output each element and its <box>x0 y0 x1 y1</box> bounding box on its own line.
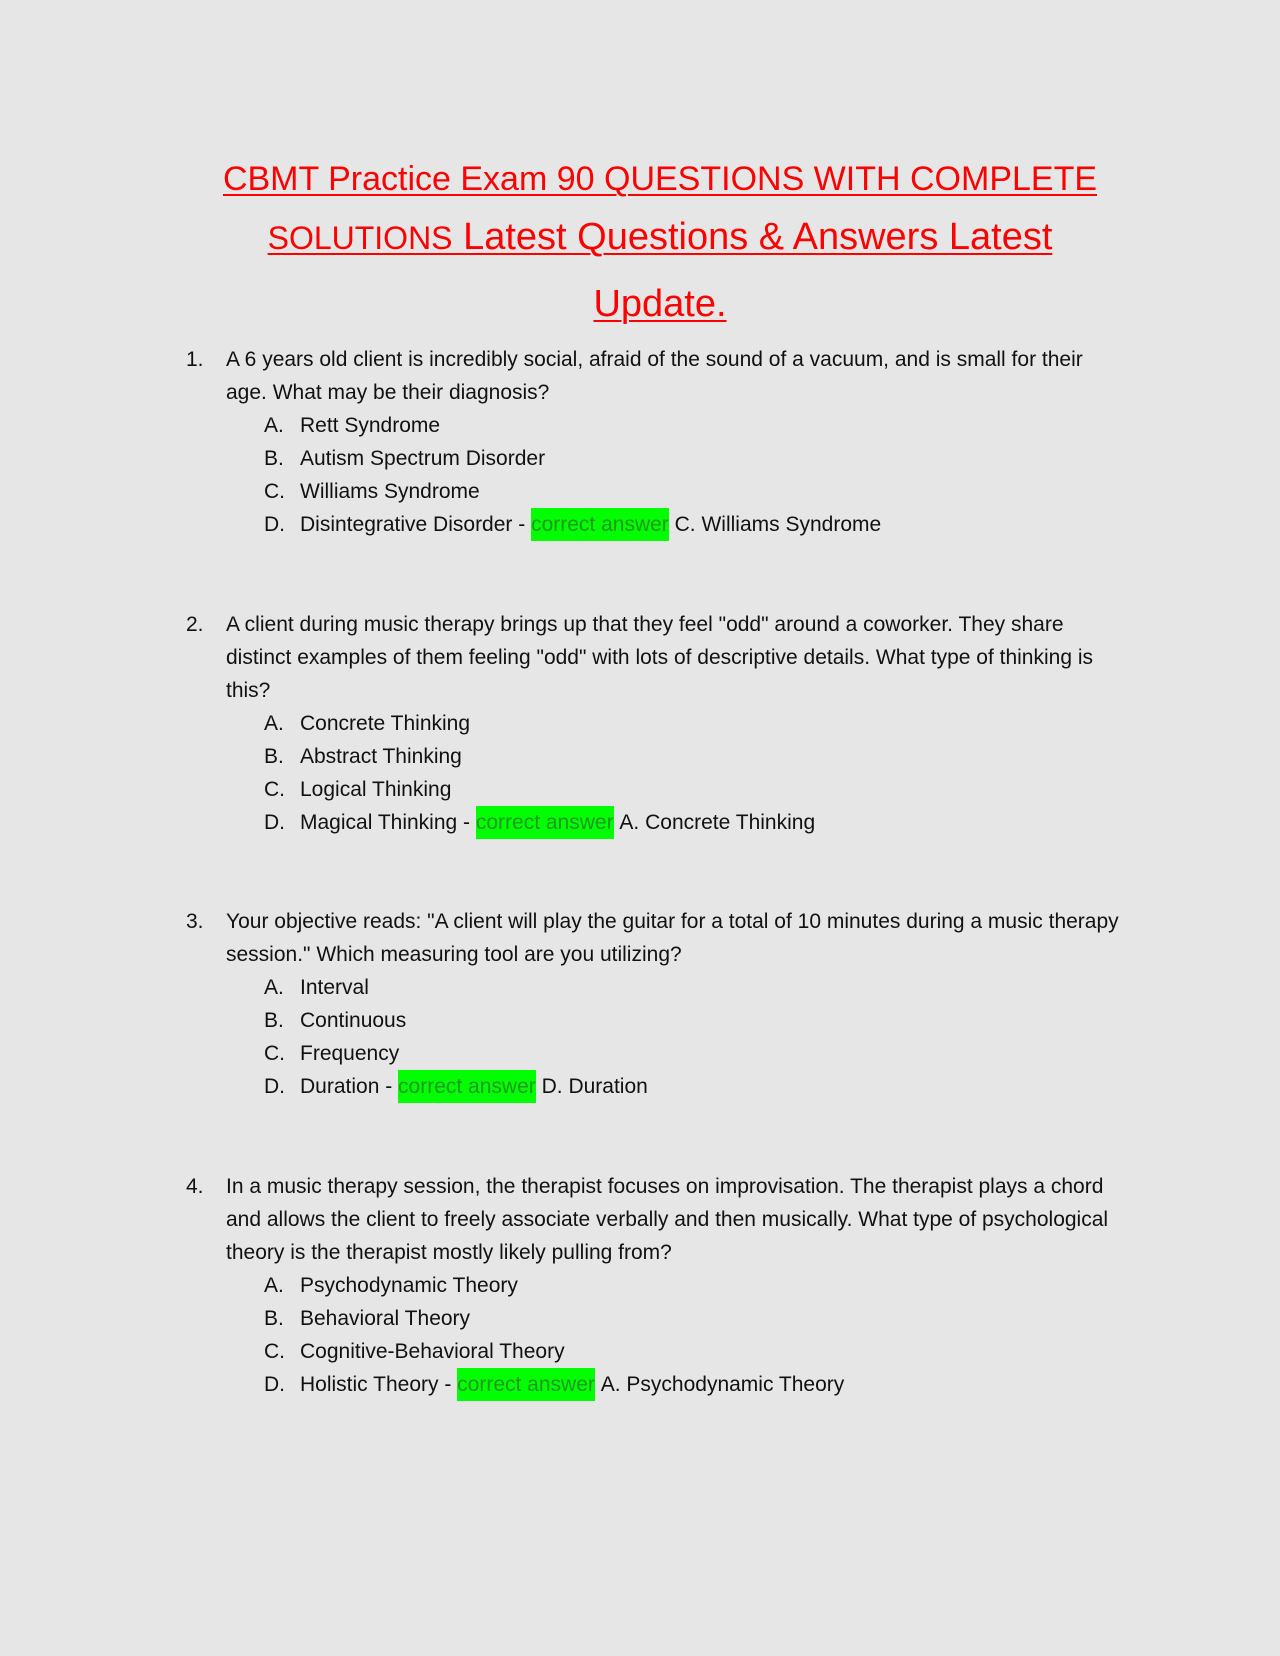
question-number: 2. <box>186 613 204 636</box>
question-number: 3. <box>186 910 204 933</box>
option-letter: A. <box>264 976 284 999</box>
correct-answer-highlight: correct answer <box>457 1368 595 1401</box>
option-a <box>186 1269 1126 1302</box>
option-text: Continuous <box>300 1009 407 1032</box>
option-letter: A. <box>264 414 284 437</box>
option-text: Frequency <box>300 1042 400 1065</box>
option-letter: D. <box>264 811 285 834</box>
question-1 <box>186 343 1126 541</box>
option-b <box>186 740 1126 773</box>
correct-answer-highlight: correct answer <box>531 508 669 541</box>
option-d <box>186 806 1126 839</box>
option-text: Cognitive-Behavioral Theory <box>300 1340 565 1363</box>
option-text: Magical Thinking - <box>300 811 476 834</box>
title-line-2 <box>180 208 1140 274</box>
option-letter: B. <box>264 1307 284 1330</box>
option-text: Concrete Thinking <box>300 712 471 735</box>
option-c <box>186 475 1126 508</box>
option-letter: B. <box>264 745 284 768</box>
option-text: Duration - <box>300 1075 399 1098</box>
option-text: Autism Spectrum Disorder <box>300 447 546 470</box>
option-letter: A. <box>264 1274 284 1297</box>
correct-answer-highlight: correct answer <box>476 806 614 839</box>
title-line-3: Update. <box>593 283 727 325</box>
option-a <box>186 409 1126 442</box>
question-number: 4. <box>186 1175 204 1198</box>
option-text: Williams Syndrome <box>300 480 480 503</box>
option-letter: D. <box>264 513 285 536</box>
answer-text: A. Psychodynamic Theory <box>600 1373 845 1396</box>
question-number: 1. <box>186 348 204 371</box>
option-c <box>186 1335 1126 1368</box>
question-2 <box>186 608 1126 839</box>
option-c <box>186 1037 1126 1070</box>
option-c <box>186 773 1126 806</box>
correct-answer-highlight: correct answer <box>398 1070 536 1103</box>
option-letter: C. <box>264 778 285 801</box>
option-text: Interval <box>300 976 369 999</box>
option-letter: C. <box>264 1042 285 1065</box>
title-line-1: CBMT Practice Exam 90 QUESTIONS WITH COMPLETE <box>222 160 1098 198</box>
option-b <box>186 442 1126 475</box>
option-letter: C. <box>264 1340 285 1363</box>
question-text: In a music therapy session, the therapist focuses on improvisation. The therapist plays a chord and allows the client to freely associate verbally and then musically. What type of psychological theory is the therapist mostly likely pulling from? <box>226 1175 1109 1264</box>
question-text: A client during music therapy brings up that they feel "odd" around a coworker. They share distinct examples of them feeling "odd" with lots of descriptive details. What type of thinking is this? <box>226 613 1093 702</box>
option-b <box>186 1004 1126 1037</box>
title-line-2-small: SOLUTIONS <box>267 220 453 256</box>
option-d <box>186 1070 1126 1103</box>
option-d <box>186 508 1126 541</box>
option-a <box>186 707 1126 740</box>
option-text: Behavioral Theory <box>300 1307 471 1330</box>
option-a <box>186 971 1126 1004</box>
option-text: Logical Thinking <box>300 778 452 801</box>
option-letter: D. <box>264 1373 285 1396</box>
document-title <box>180 150 1140 334</box>
question-3 <box>186 905 1126 1103</box>
answer-text: C. Williams Syndrome <box>674 513 882 536</box>
option-text: Holistic Theory - <box>300 1373 458 1396</box>
option-letter: B. <box>264 447 284 470</box>
option-letter: A. <box>264 712 284 735</box>
option-letter: C. <box>264 480 285 503</box>
option-text: Disintegrative Disorder - <box>300 513 532 536</box>
option-text: Abstract Thinking <box>300 745 462 768</box>
option-text: Rett Syndrome <box>300 414 441 437</box>
question-4 <box>186 1170 1126 1401</box>
option-b <box>186 1302 1126 1335</box>
option-d <box>186 1368 1126 1401</box>
title-line-2-big: Latest Questions & Answers Latest <box>452 216 1053 258</box>
answer-text: D. Duration <box>541 1075 648 1098</box>
option-letter: B. <box>264 1009 284 1032</box>
answer-text: A. Concrete Thinking <box>619 811 816 834</box>
option-letter: D. <box>264 1075 285 1098</box>
question-text: A 6 years old client is incredibly social, afraid of the sound of a vacuum, and is small for their age. What may be their diagnosis? <box>226 348 1083 404</box>
option-text: Psychodynamic Theory <box>300 1274 518 1297</box>
question-text: Your objective reads: "A client will play the guitar for a total of 10 minutes during a music therapy session." Which measuring tool are you utilizing? <box>226 910 1119 966</box>
